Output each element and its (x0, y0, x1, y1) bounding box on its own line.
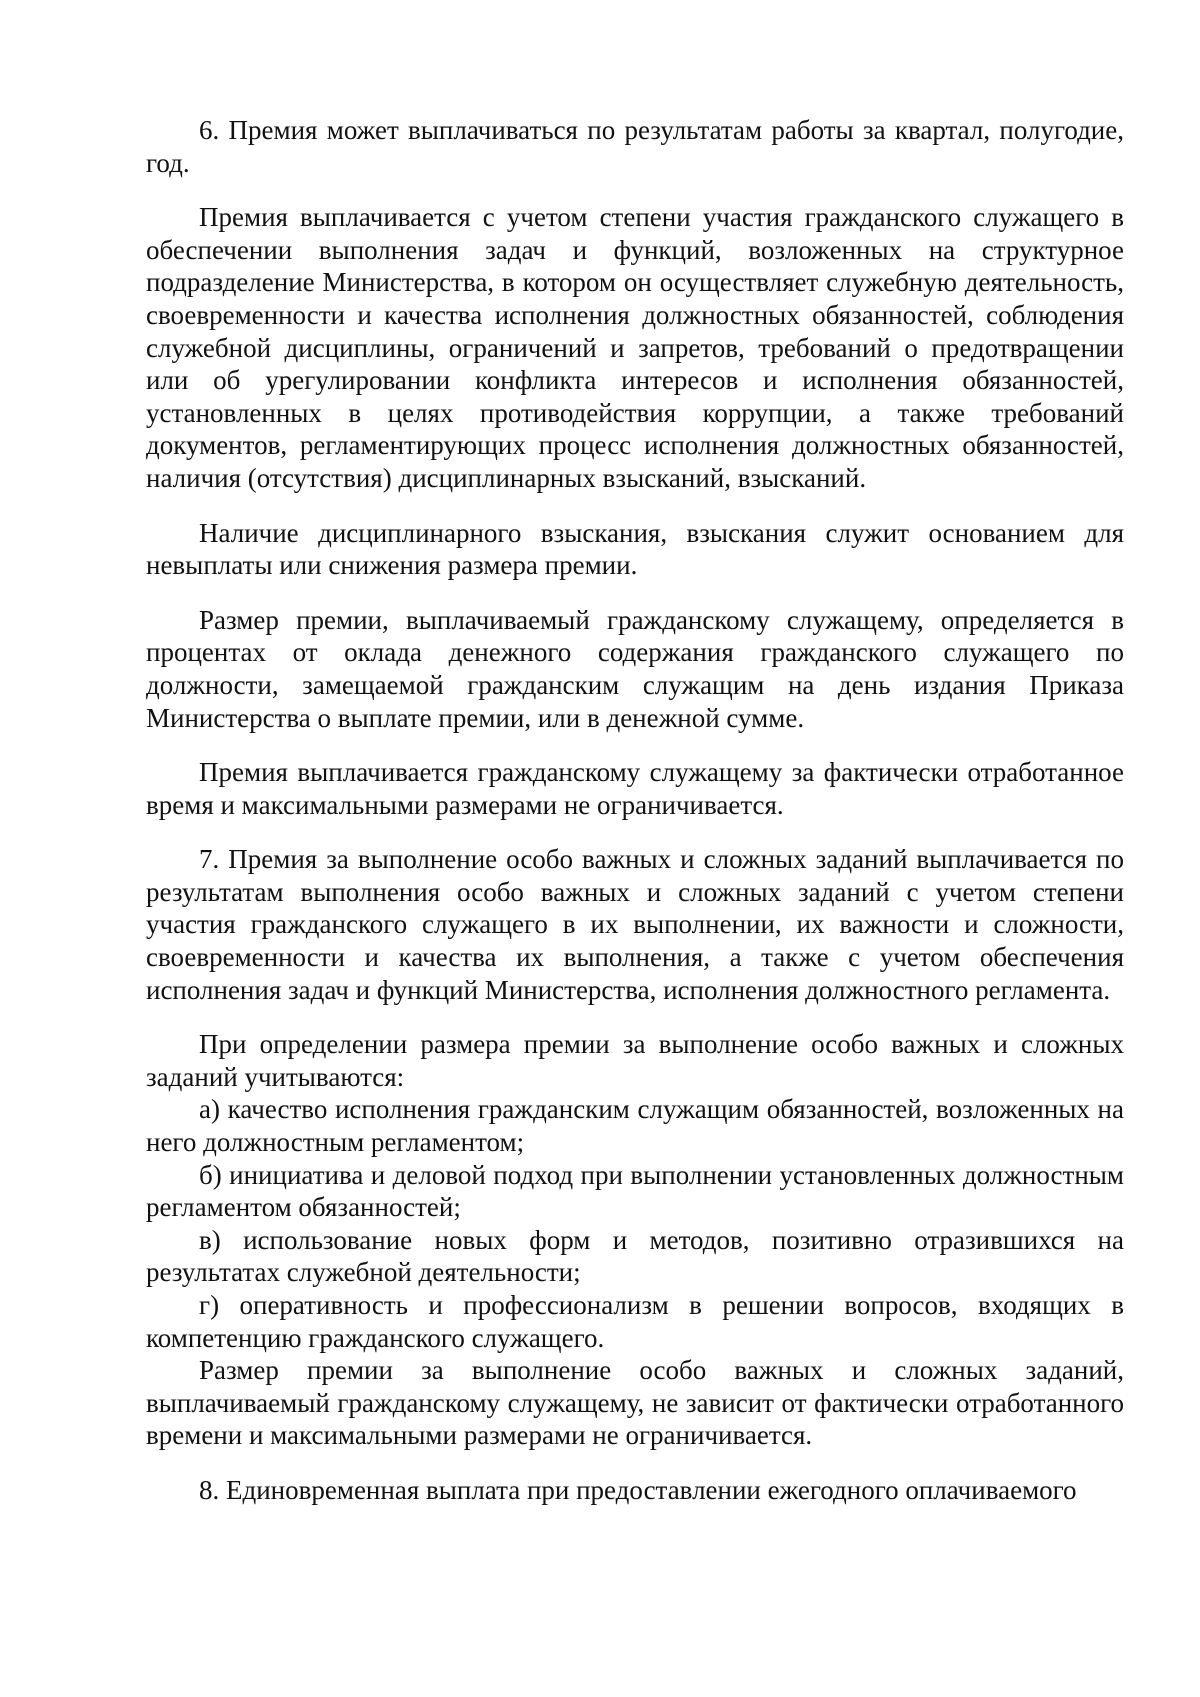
paragraph-6: 6. Премия может выплачиваться по результатам работы за квартал, полугодие, год. (146, 115, 1124, 178)
list-item-b: б) инициатива и деловой подход при выполнении установленных должностным регламентом обязанностей; (146, 1159, 1124, 1223)
paragraph-bonus-size: Размер премии, выплачиваемый гражданскому служащему, определяется в процентах от оклада денежного содержания гражданского служащего по должности, замещаемой гражданским служащим на день издания Приказа Министерства о выплате премии, или в денежной сумме. (146, 604, 1124, 733)
paragraph-after-list: Размер премии за выполнение особо важных и сложных заданий, выплачиваемый гражданскому служащему, не зависит от фактически отработанного времени и максимальными размерами не ограничивается. (146, 1355, 1124, 1451)
list-item-a: а) качество исполнения гражданским служащим обязанностей, возложенных на него должностным регламентом; (146, 1094, 1124, 1158)
paragraph-criteria-intro: При определении размера премии за выполнение особо важных и сложных заданий учитываются: (146, 1029, 1124, 1092)
paragraph-8-start: 8. Единовременная выплата при предоставлении ежегодного оплачиваемого (199, 1474, 1077, 1505)
document-page (146, 114, 1124, 1507)
list-item-d: г) оперативность и профессионализм в решении вопросов, входящих в компетенцию гражданского служащего. (146, 1290, 1124, 1353)
paragraph-7: 7. Премия за выполнение особо важных и сложных заданий выплачивается по результатам выполнения особо важных и сложных заданий с учетом степени участия гражданского служащего в их выполнении, их важности и сложности, своевременности и качества их выполнения, а также с учетом обеспечения исполнения задач и функций Министерства, исполнения должностного регламента. (146, 844, 1124, 1005)
paragraph-bonus-conditions: Премия выплачивается с учетом степени участия гражданского служащего в обеспечении выполнения задач и функций, возложенных на структурное подразделение Министерства, в котором он осуществляет служебную деятельность, своевременности и качества исполнения должностных обязанностей, соблюдения служебной дисциплины, ограничений и запретов, требований о предотвращении или об урегулировании конфликта интересов и исполнения обязанностей, установленных в целях противодействия коррупции, а также требований документов, регламентирующих процесс исполнения должностных обязанностей, наличия (отсутствия) дисциплинарных взысканий, взысканий. (146, 202, 1124, 493)
paragraph-disciplinary: Наличие дисциплинарного взыскания, взыскания служит основанием для невыплаты или снижения размера премии. (146, 517, 1124, 581)
paragraph-actual-time: Премия выплачивается гражданскому служащему за фактически отработанное время и максимальными размерами не ограничивается. (146, 757, 1124, 820)
list-item-c: в) использование новых форм и методов, позитивно отразившихся на результатах служебной деятельности; (146, 1224, 1124, 1288)
